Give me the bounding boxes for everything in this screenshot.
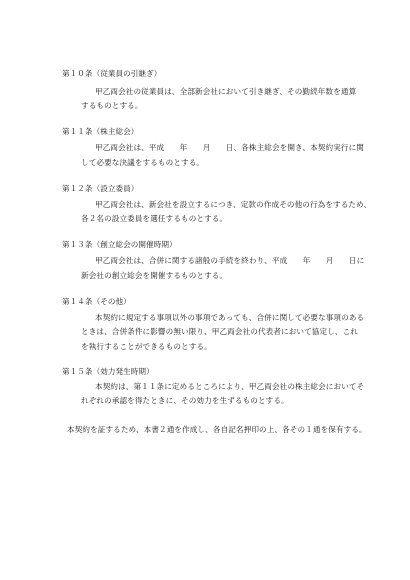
- article-heading: 第１１条（株主総会）: [62, 127, 139, 136]
- article-body-line: 各２名の設立委員を選任するものとする。: [81, 214, 228, 223]
- article-body-line: 甲乙両会社は、合併に関する諸般の手続を終わり、平成 年 月 日に: [95, 256, 365, 265]
- article-body-line: れぞれの承認を得たときに、その効力を生ずるものとする。: [81, 396, 289, 405]
- article-body-line: 甲乙両会社の従業員は、全部新会社において引き継ぎ、その勤続年数を通算: [95, 87, 357, 96]
- article-body-line: 本契約は、第１１条に定めるところにより、甲乙両会社の株主総会においてそ: [95, 382, 365, 391]
- article-body-line: 甲乙両会社は、平成 年 月 日、各株主総会を開き、本契約実行に関: [95, 143, 364, 152]
- article-heading: 第１０条（従業員の引継ぎ）: [62, 69, 162, 78]
- article-body-line: して必要な決議をするものとする。: [81, 158, 205, 167]
- article-body-line: ときは、合併条件に影響の無い限り、甲乙両会社の代表者において協定し、これ: [81, 327, 358, 336]
- article-heading: 第１３条（創立総会の開催時期）: [62, 240, 177, 249]
- article-body-line: 本契約に規定する事項以外の事項であっても、合併に関して必要な事項のある: [95, 313, 365, 322]
- article-heading: 第１４条（その他）: [62, 297, 131, 306]
- article-heading: 第１２条（設立委員）: [62, 184, 139, 193]
- article-body-line: 新会社の創立総会を開催するものとする。: [81, 271, 228, 280]
- closing-statement: 本契約を証するため、本書２通を作成し、各自記名押印の上、各その１通を保有する。: [67, 425, 367, 434]
- article-body-line: を執行することができるものとする。: [81, 342, 212, 351]
- article-body-line: 甲乙両会社は、新会社を設立するにつき、定款の作成その他の行為をするため、: [95, 200, 372, 209]
- article-body-line: するものとする。: [81, 101, 143, 110]
- article-heading: 第１５条（効力発生時期）: [62, 367, 154, 376]
